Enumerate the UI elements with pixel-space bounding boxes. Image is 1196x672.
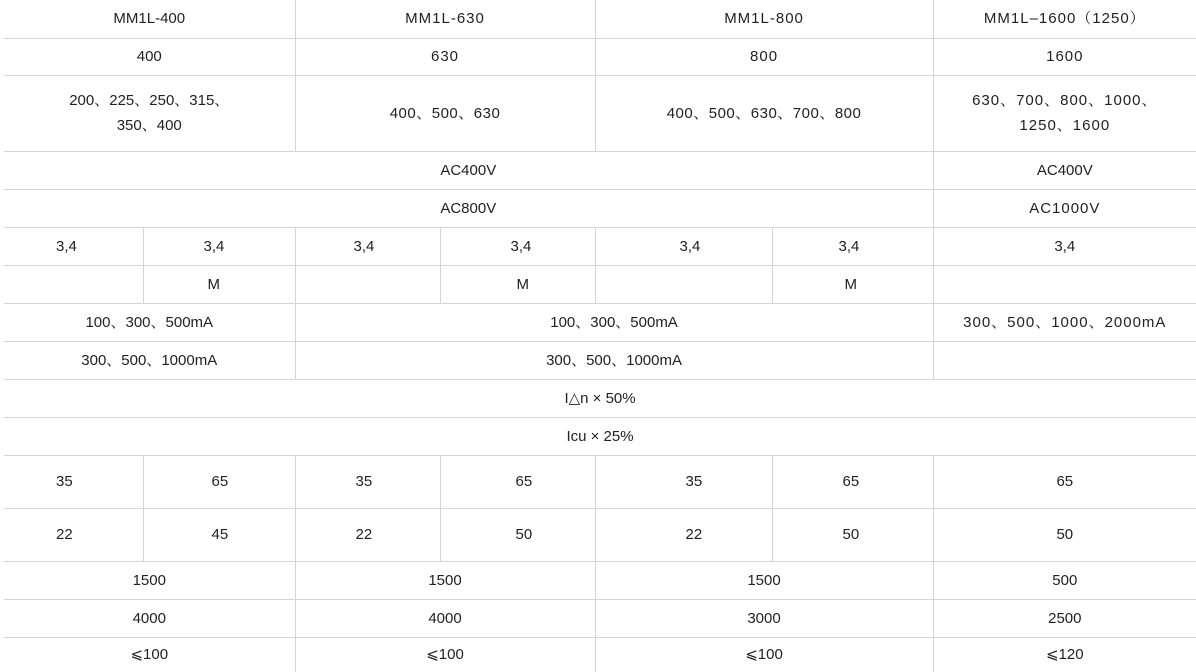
table-cell: ⩽120 <box>933 637 1196 672</box>
table-cell: 100、300、500mA <box>4 303 295 341</box>
header-row <box>4 0 1196 38</box>
header-mm1l-800: MM1L-800 <box>595 0 933 38</box>
table-cell: 22 <box>4 508 143 561</box>
table-cell: 300、500、1000mA <box>295 341 933 379</box>
electrical-life-row <box>4 561 1196 599</box>
table-cell: 3,4 <box>772 227 933 265</box>
table-cell: M <box>440 265 595 303</box>
table-cell: ⩽100 <box>595 637 933 672</box>
table-cell: 3,4 <box>933 227 1196 265</box>
table-cell: 65 <box>440 455 595 508</box>
table-cell: 35 <box>595 455 772 508</box>
table-cell: 630 <box>295 38 595 75</box>
table-cell <box>4 265 143 303</box>
table-cell: ⩽100 <box>4 637 295 672</box>
poles-row <box>4 227 1196 265</box>
ics-values-row <box>4 508 1196 561</box>
mechanical-life-row <box>4 599 1196 637</box>
table-cell: 45 <box>143 508 295 561</box>
non-operating-current-row <box>4 379 1196 417</box>
table-cell: AC400V <box>4 151 933 189</box>
table-cell: 22 <box>595 508 772 561</box>
table-cell: 4000 <box>4 599 295 637</box>
table-cell: 300、500、1000、2000mA <box>933 303 1196 341</box>
spec-table <box>4 0 1196 672</box>
cell-line: 350、400 <box>116 117 182 134</box>
table-cell: 4000 <box>295 599 595 637</box>
table-cell: M <box>772 265 933 303</box>
table-cell: 3,4 <box>4 227 143 265</box>
table-cell: 50 <box>772 508 933 561</box>
table-cell: 3,4 <box>143 227 295 265</box>
header-mm1l-400: MM1L-400 <box>4 0 295 38</box>
table-cell: AC800V <box>4 189 933 227</box>
table-cell: 3,4 <box>295 227 440 265</box>
icu-values-row <box>4 455 1196 508</box>
table-cell: 1500 <box>295 561 595 599</box>
table-cell: 50 <box>933 508 1196 561</box>
table-cell: 300、500、1000mA <box>4 341 295 379</box>
insulation-voltage-row <box>4 189 1196 227</box>
table-cell: AC1000V <box>933 189 1196 227</box>
table-cell: 35 <box>4 455 143 508</box>
header-mm1l-630: MM1L-630 <box>295 0 595 38</box>
current-steps-row <box>4 75 1196 151</box>
table-cell: 65 <box>143 455 295 508</box>
arc-distance-row <box>4 637 1196 672</box>
table-cell: 1600 <box>933 38 1196 75</box>
table-cell: 3,4 <box>440 227 595 265</box>
table-cell: 22 <box>295 508 440 561</box>
table-cell: 65 <box>772 455 933 508</box>
table-cell: ⩽100 <box>295 637 595 672</box>
table-cell: 500 <box>933 561 1196 599</box>
table-cell: 50 <box>440 508 595 561</box>
table-cell <box>933 265 1196 303</box>
table-cell: AC400V <box>933 151 1196 189</box>
table-cell <box>933 341 1196 379</box>
residual-current-row-a <box>4 303 1196 341</box>
cell-line: 630、700、800、1000、 <box>972 92 1158 109</box>
table-cell: 100、300、500mA <box>295 303 933 341</box>
table-cell <box>595 265 772 303</box>
table-cell: I△n × 50% <box>4 379 1196 417</box>
table-cell: M <box>143 265 295 303</box>
table-cell <box>295 265 440 303</box>
table-cell: 3,4 <box>595 227 772 265</box>
table-cell: 1500 <box>595 561 933 599</box>
rated-voltage-row <box>4 151 1196 189</box>
ics-row <box>4 417 1196 455</box>
rated-current-row <box>4 38 1196 75</box>
table-cell: 1500 <box>4 561 295 599</box>
residual-current-row-b <box>4 341 1196 379</box>
table-cell: 400、500、630 <box>295 75 595 151</box>
table-cell <box>4 75 295 151</box>
table-cell: Icu × 25% <box>4 417 1196 455</box>
table-cell: 3000 <box>595 599 933 637</box>
header-mm1l-1600: MM1L–1600（1250） <box>933 0 1196 38</box>
table-cell: 400、500、630、700、800 <box>595 75 933 151</box>
table-cell: 65 <box>933 455 1196 508</box>
table-cell: 800 <box>595 38 933 75</box>
table-cell: 35 <box>295 455 440 508</box>
type-row <box>4 265 1196 303</box>
cell-line: 1250、1600 <box>1019 117 1111 134</box>
table-cell <box>933 75 1196 151</box>
table-cell: 400 <box>4 38 295 75</box>
cell-line: 200、225、250、315、 <box>69 92 230 109</box>
table-cell: 2500 <box>933 599 1196 637</box>
